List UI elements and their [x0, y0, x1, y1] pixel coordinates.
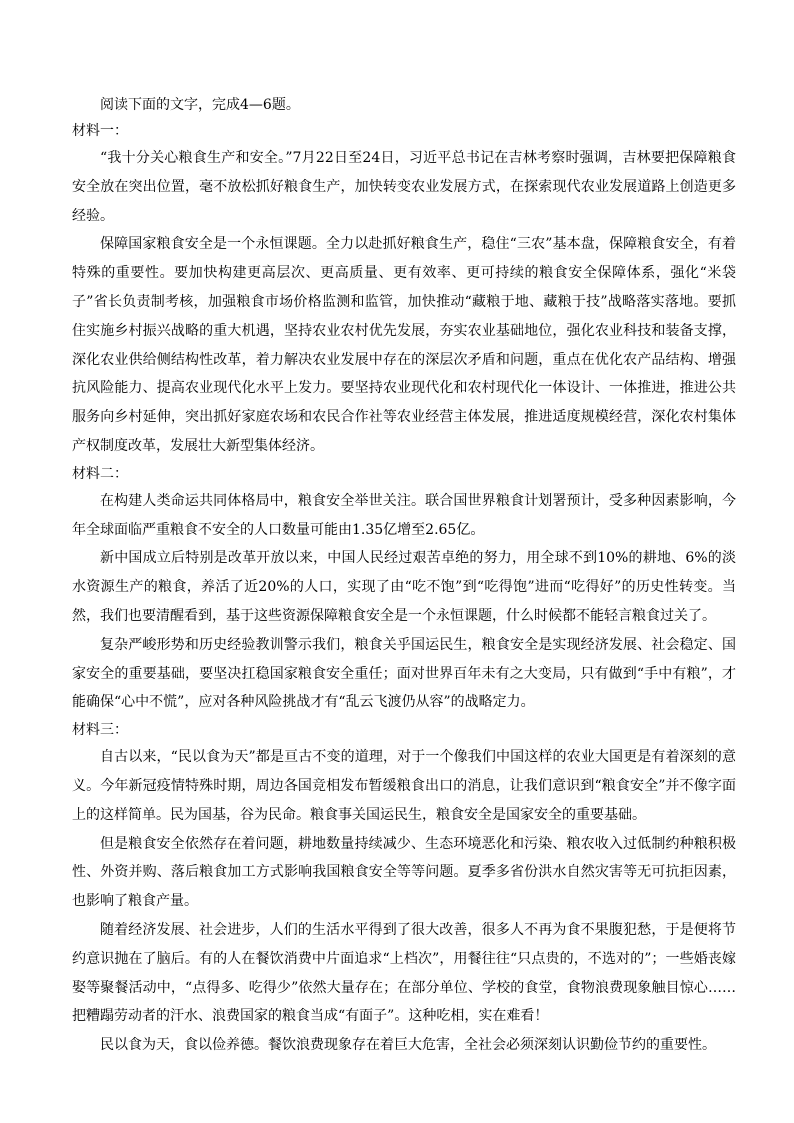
instruction-text: 阅读下面的文字，完成4—6题。: [100, 97, 300, 113]
paragraph: 随着经济发展、社会进步，人们的生活水平得到了很大改善，很多人不再为食不果腹犯愁，于是便将节约意识抛在了脑后。有的人在餐饮消费中片面追求“上档次”，用餐往往“只点贵的，不选对的”；一些婚丧嫁娶等聚餐活动中，“点得多、吃得少”依然大量存在；在部分单位、学校的食堂，食物浪费现象触目惊心……把糟蹋劳动者的汗水、浪费国家的粮食当成“有面子”。这种吃相，实在难看！: [72, 921, 736, 1025]
material-three-heading: 材料三：: [72, 722, 128, 739]
paragraph: 复杂严峻形势和历史经验教训警示我们，粮食关乎国运民生，粮食安全是实现经济发展、社会稳定、国家安全的重要基础，要坚决扛稳国家粮食安全重任；面对世界百年未有之大变局，只有做到“手中有粮”，才能确保“心中不慌”，应对各种风险挑战才有“乱云飞渡仍从容”的战略定力。: [72, 636, 736, 711]
paragraph: 自古以来，“民以食为天”都是亘古不变的道理，对于一个像我们中国这样的农业大国更是有着深刻的意义。今年新冠疫情特殊时期，周边各国竞相发布暂缓粮食出口的消息，让我们意识到“粮食安全”并不像字面上的这样简单。民为国基，谷为民命。粮食事关国运民生，粮食安全是国家安全的重要基础。: [72, 749, 736, 823]
material-two: [72, 461, 736, 717]
paragraph: 民以食为天，食以俭养德。餐饮浪费现象存在着巨大危害，全社会必须深刻认识勤俭节约的重要性。: [100, 1037, 716, 1054]
paragraph: “我十分关心粮食生产和安全。”7月22日至24日，习近平总书记在吉林考察时强调，吉林要把保障粮食安全放在突出位置，毫不放松抓好粮食生产，加快转变农业发展方式，在探索现代农业发展道路上创造更多经验。: [72, 150, 736, 224]
material-two-heading: 材料二：: [72, 465, 128, 482]
paragraph: 在构建人类命运共同体格局中，粮食安全举世关注。联合国世界粮食计划署预计，受多种因素影响，今年全球面临严重粮食不安全的人口数量可能由1.35亿增至2.65亿。: [72, 492, 736, 538]
paragraph: 但是粮食安全依然存在着问题，耕地数量持续减少、生态环境恶化和污染、粮农收入过低制约种粮积极性、外资并购、落后粮食加工方式影响我国粮食安全等等问题。夏季多省份洪水自然灾害等无可抗拒因素，也影响了粮食产量。: [72, 835, 736, 910]
material-three: [72, 717, 736, 1060]
paragraph: 新中国成立后特别是改革开放以来，中国人民经过艰苦卓绝的努力，用全球不到10%的耕地、6%的淡水资源生产的粮食，养活了近20%的人口，实现了由“吃不饱”到“吃得饱”进而“吃得好”的历史性转变。当然，我们也要清醒看到，基于这些资源保障粮食安全是一个永恒课题，什么时候都不能轻言粮食过关了。: [72, 550, 736, 624]
paragraph: 保障国家粮食安全是一个永恒课题。全力以赴抓好粮食生产，稳住“三农”基本盘，保障粮食安全，有着特殊的重要性。要加快构建更高层次、更高质量、更有效率、更可持续的粮食安全保障体系，强化“米袋子”省长负责制考核，加强粮食市场价格监测和监管，加快推动“藏粮于地、藏粮于技”战略落实落地。要抓住实施乡村振兴战略的重大机遇，坚持农业农村优先发展，夯实农业基础地位，强化农业科技和装备支撑，深化农业供给侧结构性改革，着力解决农业发展中存在的深层次矛盾和问题，重点在优化农产品结构、增强抗风险能力、提高农业现代化水平上发力。要坚持农业现代化和农村现代化一体设计、一体推进，推进公共服务向乡村延伸，突出抓好家庭农场和农民合作社等农业经营主体发展，推进适度规模经营，深化农村集体产权制度改革，发展壮大新型集体经济。: [72, 236, 736, 454]
material-one: [72, 118, 736, 461]
material-one-heading: 材料一：: [72, 123, 128, 139]
